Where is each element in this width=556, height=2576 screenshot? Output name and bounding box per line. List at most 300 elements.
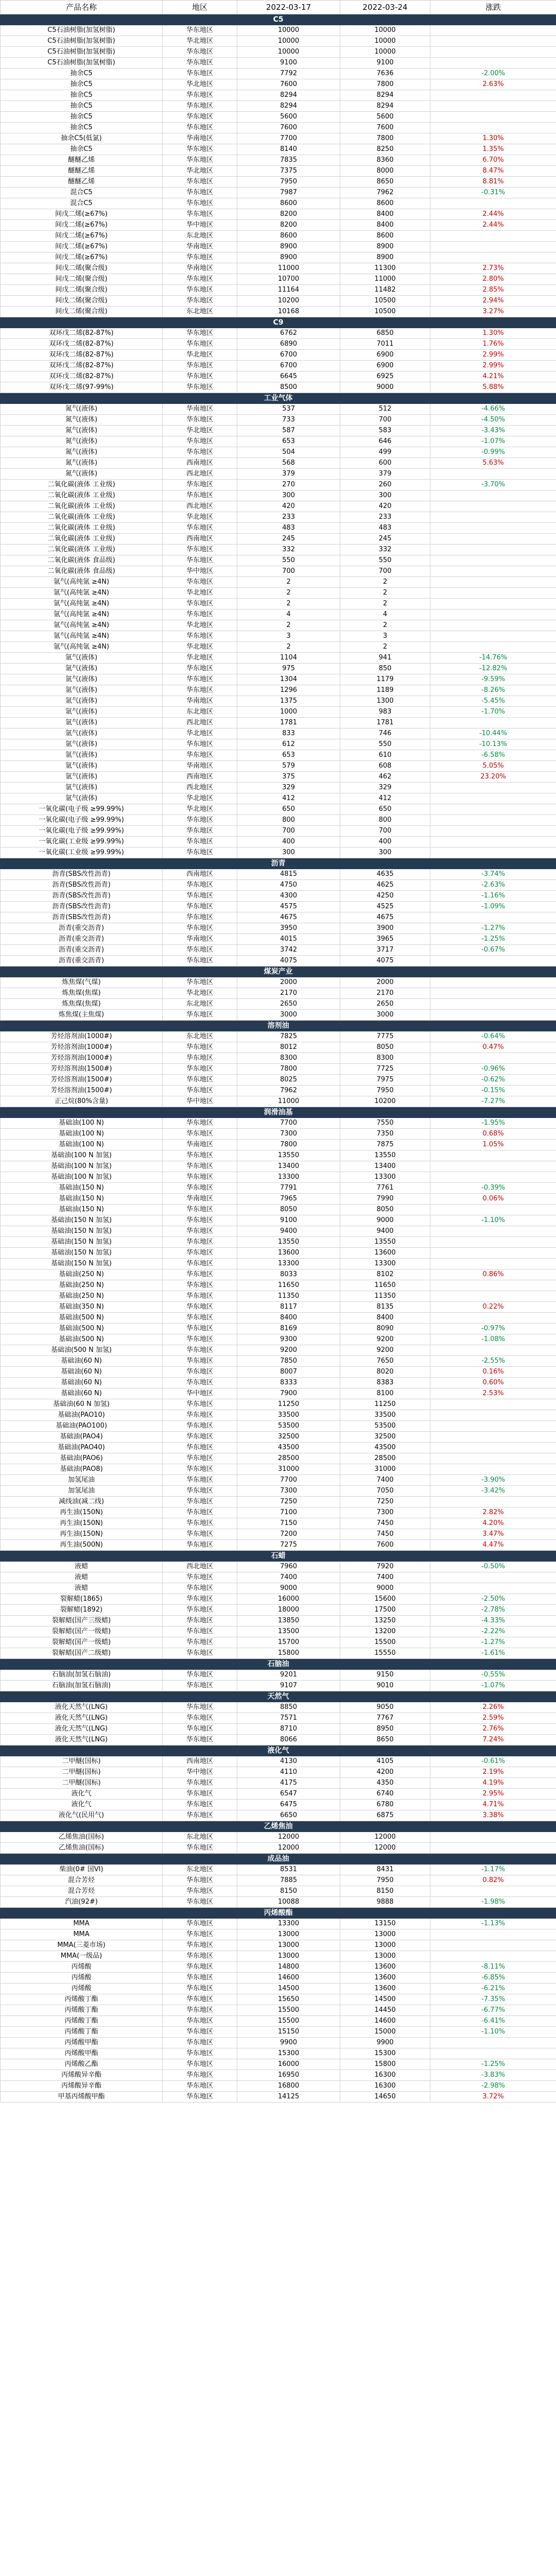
table-row	[1, 480, 556, 490]
product-name-cell: 抽余C5(低氯)	[1, 133, 163, 144]
product-name-cell: 基础油(100 N 加氢)	[1, 1161, 163, 1172]
product-name-cell: 间戊二烯(聚合级)	[1, 285, 163, 296]
price-date-1-cell: 7200	[237, 1529, 340, 1540]
region-cell: 华东地区	[163, 1399, 237, 1410]
table-row	[1, 1205, 556, 1215]
change-cell: 8.81%	[430, 177, 556, 188]
product-name-cell: 液化气(民用气)	[1, 1810, 163, 1821]
price-date-1-cell: 8007	[237, 1367, 340, 1378]
table-row	[1, 1951, 556, 1962]
region-cell: 华东地区	[163, 1378, 237, 1388]
price-date-2-cell: 6925	[340, 371, 430, 382]
price-date-1-cell: 32500	[237, 1432, 340, 1443]
region-cell: 西南地区	[163, 1756, 237, 1767]
table-row	[1, 339, 556, 350]
price-date-2-cell: 8250	[340, 144, 430, 155]
change-cell: 8.47%	[430, 166, 556, 177]
product-name-cell: 间戊二烯(聚合级)	[1, 307, 163, 317]
price-date-1-cell: 13300	[237, 1259, 340, 1269]
product-name-cell: 一氧化碳(电子级 ≥99.99%)	[1, 804, 163, 815]
region-cell: 华东地区	[163, 415, 237, 426]
header-region: 地区	[163, 1, 237, 14]
price-date-2-cell: 8135	[340, 1302, 430, 1313]
price-date-1-cell: 650	[237, 804, 340, 815]
product-name-cell: 芳烃溶剂油(1500#)	[1, 1075, 163, 1086]
price-date-1-cell: 700	[237, 826, 340, 837]
product-name-cell: 二氧化碳(液体 食品级)	[1, 555, 163, 566]
product-name-cell: 基础油(60 N)	[1, 1367, 163, 1378]
price-date-2-cell: 332	[340, 545, 430, 555]
price-date-1-cell: 1304	[237, 674, 340, 685]
product-name-cell: 氩气(液体)	[1, 761, 163, 772]
product-name-cell: 沥青(SBS改性沥青)	[1, 869, 163, 880]
product-name-cell: 丙烯酸	[1, 1962, 163, 1973]
price-date-1-cell: 10000	[237, 25, 340, 36]
product-name-cell: 基础油(150 N 加氢)	[1, 1259, 163, 1269]
price-date-2-cell: 13550	[340, 1237, 430, 1248]
region-cell: 华东地区	[163, 1161, 237, 1172]
change-cell: -12.82%	[430, 664, 556, 674]
product-name-cell: 基础油(250 N)	[1, 1291, 163, 1302]
price-date-1-cell: 8500	[237, 382, 340, 393]
price-date-1-cell: 8200	[237, 209, 340, 220]
table-row	[1, 1302, 556, 1313]
region-cell: 华东地区	[163, 1626, 237, 1637]
product-name-cell: 正己烷(80%含量)	[1, 1096, 163, 1107]
product-name-cell: 抽余C5	[1, 90, 163, 101]
change-cell: 2.82%	[430, 1507, 556, 1518]
region-cell: 东北地区	[163, 1031, 237, 1042]
region-cell: 华东地区	[163, 25, 237, 36]
change-cell	[430, 1205, 556, 1215]
price-date-2-cell: 2	[340, 599, 430, 609]
change-cell	[430, 599, 556, 609]
change-cell: -6.85%	[430, 1973, 556, 1984]
price-date-2-cell: 15800	[340, 2059, 430, 2070]
product-name-cell: 基础油(100 N)	[1, 1118, 163, 1129]
table-row	[1, 1432, 556, 1443]
change-cell	[430, 47, 556, 58]
price-date-1-cell: 653	[237, 436, 340, 447]
price-date-2-cell: 512	[340, 404, 430, 415]
table-row	[1, 772, 556, 783]
table-row	[1, 2038, 556, 2048]
product-name-cell: 氩气(液体)	[1, 653, 163, 664]
change-cell	[430, 837, 556, 848]
price-date-1-cell: 4	[237, 609, 340, 620]
region-cell: 华北地区	[163, 988, 237, 999]
change-cell: 2.44%	[430, 220, 556, 231]
product-name-cell: 液化天然气(LNG)	[1, 1724, 163, 1735]
header-product-name: 产品名称	[1, 1, 163, 14]
table-row	[1, 653, 556, 664]
price-date-1-cell: 1000	[237, 707, 340, 718]
price-date-2-cell: 1189	[340, 685, 430, 696]
table-row	[1, 1464, 556, 1475]
region-cell: 华中地区	[163, 1096, 237, 1107]
price-date-1-cell: 7700	[237, 1475, 340, 1486]
table-row	[1, 123, 556, 133]
region-cell: 华东地区	[163, 1269, 237, 1280]
table-row	[1, 1929, 556, 1940]
header-change: 涨跌	[430, 1, 556, 14]
price-date-2-cell: 3717	[340, 945, 430, 956]
price-date-2-cell: 10200	[340, 1096, 430, 1107]
product-name-cell: 二氧化碳(液体 食品级)	[1, 566, 163, 577]
table-row	[1, 1832, 556, 1843]
price-date-1-cell: 579	[237, 761, 340, 772]
change-cell: -10.44%	[430, 728, 556, 739]
price-date-1-cell: 7900	[237, 1388, 340, 1399]
price-date-1-cell: 2000	[237, 977, 340, 988]
price-date-2-cell: 9200	[340, 1345, 430, 1356]
region-cell: 东北地区	[163, 307, 237, 317]
product-name-cell: 氩气(高纯氩 ≥4N)	[1, 599, 163, 609]
change-cell	[430, 1929, 556, 1940]
product-name-cell: 丙烯酸异辛酯	[1, 2070, 163, 2081]
price-date-1-cell: 6645	[237, 371, 340, 382]
change-cell	[430, 534, 556, 545]
price-date-1-cell: 568	[237, 458, 340, 469]
price-date-2-cell: 17500	[340, 1605, 430, 1616]
table-row	[1, 1789, 556, 1800]
change-cell: -3.70%	[430, 480, 556, 490]
table-row	[1, 90, 556, 101]
table-row	[1, 1800, 556, 1810]
table-row	[1, 609, 556, 620]
table-row	[1, 956, 556, 967]
price-date-1-cell: 14600	[237, 1973, 340, 1984]
product-name-cell: 基础油(60 N)	[1, 1356, 163, 1367]
table-row	[1, 307, 556, 317]
change-cell	[430, 912, 556, 923]
category-row	[1, 14, 556, 25]
region-cell: 华东地区	[163, 58, 237, 69]
price-date-2-cell: 9150	[340, 1670, 430, 1681]
product-name-cell: 甲基丙烯酸甲酯	[1, 2092, 163, 2103]
price-date-1-cell: 7150	[237, 1518, 340, 1529]
price-date-2-cell: 11650	[340, 1280, 430, 1291]
table-row	[1, 231, 556, 242]
price-date-2-cell: 4	[340, 609, 430, 620]
product-name-cell: 氩气(液体)	[1, 783, 163, 793]
price-date-1-cell: 5600	[237, 112, 340, 123]
change-cell	[430, 588, 556, 599]
price-date-2-cell: 4675	[340, 912, 430, 923]
price-date-1-cell: 7700	[237, 1118, 340, 1129]
product-name-cell: 基础油(PAO10)	[1, 1410, 163, 1421]
change-cell	[430, 1583, 556, 1594]
price-date-1-cell: 4130	[237, 1756, 340, 1767]
price-date-2-cell: 11482	[340, 285, 430, 296]
change-cell	[430, 1497, 556, 1507]
change-cell	[430, 1345, 556, 1356]
price-date-1-cell: 379	[237, 469, 340, 480]
table-row	[1, 620, 556, 631]
price-date-2-cell: 14450	[340, 2005, 430, 2016]
region-cell: 华东地区	[163, 631, 237, 642]
price-date-1-cell: 11164	[237, 285, 340, 296]
product-name-cell: 基础油(PAO4)	[1, 1432, 163, 1443]
table-row	[1, 1031, 556, 1042]
table-row	[1, 490, 556, 501]
price-date-2-cell: 53500	[340, 1421, 430, 1432]
table-row	[1, 902, 556, 912]
price-date-1-cell: 7835	[237, 155, 340, 166]
table-row	[1, 1356, 556, 1367]
table-row	[1, 1529, 556, 1540]
price-date-2-cell: 7400	[340, 1572, 430, 1583]
price-date-2-cell: 4625	[340, 880, 430, 891]
table-row	[1, 577, 556, 588]
product-name-cell: MMA	[1, 1919, 163, 1929]
region-cell: 华东地区	[163, 339, 237, 350]
product-name-cell: 间戊二烯(聚合级)	[1, 296, 163, 307]
change-cell: -3.74%	[430, 869, 556, 880]
region-cell: 华东地区	[163, 685, 237, 696]
price-date-2-cell: 8383	[340, 1378, 430, 1388]
table-row	[1, 1507, 556, 1518]
price-date-2-cell: 7636	[340, 69, 430, 79]
price-date-1-cell: 9100	[237, 58, 340, 69]
price-date-1-cell: 7792	[237, 69, 340, 79]
price-date-1-cell: 3	[237, 631, 340, 642]
price-date-1-cell: 4575	[237, 902, 340, 912]
price-date-1-cell: 329	[237, 783, 340, 793]
change-cell: -3.90%	[430, 1475, 556, 1486]
price-date-2-cell: 13000	[340, 1929, 430, 1940]
price-date-2-cell: 245	[340, 534, 430, 545]
region-cell: 华中地区	[163, 566, 237, 577]
category-title: C5	[1, 14, 556, 25]
region-cell: 华东地区	[163, 750, 237, 761]
category-title: 天然气	[1, 1691, 556, 1702]
change-cell	[430, 1443, 556, 1453]
region-cell: 华东地区	[163, 252, 237, 263]
change-cell: -7.35%	[430, 1994, 556, 2005]
price-date-2-cell: 16300	[340, 2081, 430, 2092]
change-cell: -1.17%	[430, 1865, 556, 1875]
table-row	[1, 848, 556, 858]
product-name-cell: 基础油(350 N)	[1, 1302, 163, 1313]
change-cell: 4.20%	[430, 1518, 556, 1529]
price-date-2-cell: 15600	[340, 1594, 430, 1605]
product-name-cell: 一氧化碳(电子级 ≥99.99%)	[1, 826, 163, 837]
price-date-2-cell: 7650	[340, 1356, 430, 1367]
price-date-1-cell: 2	[237, 620, 340, 631]
price-date-2-cell: 7761	[340, 1183, 430, 1194]
table-row	[1, 166, 556, 177]
price-date-2-cell: 233	[340, 512, 430, 523]
product-name-cell: 基础油(PAO40)	[1, 1443, 163, 1453]
product-name-cell: 氮气(液体)	[1, 404, 163, 415]
region-cell: 华东地区	[163, 1183, 237, 1194]
product-name-cell: 氩气(液体)	[1, 674, 163, 685]
product-name-cell: 乙烯焦油(国标)	[1, 1843, 163, 1854]
product-name-cell: 液蜡	[1, 1583, 163, 1594]
price-date-2-cell: 420	[340, 501, 430, 512]
product-name-cell: C5石油树脂(加氢树脂)	[1, 47, 163, 58]
change-cell: 1.30%	[430, 328, 556, 339]
price-date-2-cell: 6875	[340, 1810, 430, 1821]
change-cell: -2.78%	[430, 1605, 556, 1616]
table-row	[1, 1237, 556, 1248]
region-cell: 华东地区	[163, 371, 237, 382]
price-date-2-cell: 3	[340, 631, 430, 642]
table-row	[1, 361, 556, 371]
price-date-1-cell: 7571	[237, 1713, 340, 1724]
region-cell: 华北地区	[163, 79, 237, 90]
price-date-2-cell: 12000	[340, 1832, 430, 1843]
table-row	[1, 198, 556, 209]
price-date-2-cell: 13250	[340, 1616, 430, 1626]
table-row	[1, 1540, 556, 1551]
region-cell: 华南地区	[163, 133, 237, 144]
product-name-cell: 丙烯酸丁酯	[1, 2027, 163, 2038]
price-date-1-cell: 537	[237, 404, 340, 415]
product-name-cell: 加氢尾油	[1, 1475, 163, 1486]
change-cell: -8.26%	[430, 685, 556, 696]
product-name-cell: 间戊二烯(≥67%)	[1, 242, 163, 252]
product-name-cell: 氩气(液体)	[1, 739, 163, 750]
price-date-2-cell: 850	[340, 664, 430, 674]
region-cell: 华东地区	[163, 1356, 237, 1367]
table-row	[1, 1334, 556, 1345]
price-date-2-cell: 700	[340, 566, 430, 577]
table-row	[1, 1215, 556, 1226]
region-cell: 西南地区	[163, 458, 237, 469]
change-cell	[430, 566, 556, 577]
table-row	[1, 220, 556, 231]
table-row	[1, 512, 556, 523]
price-date-1-cell: 2170	[237, 988, 340, 999]
table-row	[1, 133, 556, 144]
product-name-cell: 炼焦煤(气煤)	[1, 977, 163, 988]
price-date-2-cell: 5600	[340, 112, 430, 123]
region-cell: 华东地区	[163, 1648, 237, 1659]
table-row	[1, 1194, 556, 1205]
change-cell: -0.99%	[430, 447, 556, 458]
change-cell	[430, 490, 556, 501]
change-cell: -2.00%	[430, 69, 556, 79]
region-cell: 华南地区	[163, 696, 237, 707]
price-date-1-cell: 8710	[237, 1724, 340, 1735]
table-row	[1, 404, 556, 415]
price-date-2-cell: 7250	[340, 1497, 430, 1507]
price-date-2-cell: 2170	[340, 988, 430, 999]
price-date-1-cell: 13850	[237, 1616, 340, 1626]
category-row	[1, 1107, 556, 1118]
change-cell: 4.19%	[430, 1778, 556, 1789]
region-cell: 华东地区	[163, 555, 237, 566]
price-date-1-cell: 13000	[237, 1929, 340, 1940]
price-date-1-cell: 233	[237, 512, 340, 523]
product-name-cell: 醚醚乙烯	[1, 155, 163, 166]
price-date-2-cell: 600	[340, 458, 430, 469]
table-row	[1, 599, 556, 609]
price-date-2-cell: 4635	[340, 869, 430, 880]
table-row	[1, 2005, 556, 2016]
table-row	[1, 1583, 556, 1594]
change-cell: -0.61%	[430, 1756, 556, 1767]
category-title: 沥青	[1, 858, 556, 869]
product-name-cell: 丙烯酸	[1, 1984, 163, 1994]
product-name-cell: MMA(三菱市场)	[1, 1940, 163, 1951]
table-row	[1, 912, 556, 923]
region-cell: 华东地区	[163, 155, 237, 166]
price-date-1-cell: 700	[237, 566, 340, 577]
product-name-cell: 芳烃溶剂油(1000#)	[1, 1042, 163, 1053]
region-cell: 华东地区	[163, 1453, 237, 1464]
price-date-1-cell: 11350	[237, 1291, 340, 1302]
price-date-2-cell: 2	[340, 642, 430, 653]
price-date-1-cell: 7600	[237, 123, 340, 133]
region-cell: 华东地区	[163, 1637, 237, 1648]
price-date-2-cell: 10500	[340, 296, 430, 307]
region-cell: 华东地区	[163, 977, 237, 988]
change-cell	[430, 988, 556, 999]
product-name-cell: 双环戊二烯(82-87%)	[1, 371, 163, 382]
price-date-2-cell: 7600	[340, 123, 430, 133]
table-row	[1, 2092, 556, 2103]
region-cell: 华东地区	[163, 1421, 237, 1432]
price-date-1-cell: 8333	[237, 1378, 340, 1388]
table-row	[1, 1259, 556, 1269]
change-cell	[430, 1886, 556, 1897]
product-name-cell: 液化天然气(LNG)	[1, 1702, 163, 1713]
table-row	[1, 296, 556, 307]
table-row	[1, 1064, 556, 1075]
region-cell: 华东地区	[163, 1702, 237, 1713]
price-date-1-cell: 7962	[237, 1086, 340, 1096]
region-cell: 华东地区	[163, 1919, 237, 1929]
change-cell	[430, 523, 556, 534]
region-cell: 华东地区	[163, 674, 237, 685]
change-cell	[430, 1313, 556, 1324]
category-row	[1, 1659, 556, 1670]
region-cell: 华东地区	[163, 1226, 237, 1237]
table-row	[1, 2059, 556, 2070]
region-cell: 华东地区	[163, 1259, 237, 1269]
price-date-2-cell: 15000	[340, 2027, 430, 2038]
region-cell: 华东地区	[163, 1529, 237, 1540]
price-date-1-cell: 8150	[237, 1886, 340, 1897]
price-date-2-cell: 608	[340, 761, 430, 772]
price-date-2-cell: 8900	[340, 252, 430, 263]
table-row	[1, 1410, 556, 1421]
price-date-1-cell: 8140	[237, 144, 340, 155]
change-cell	[430, 718, 556, 728]
product-name-cell: 丙烯酸	[1, 1973, 163, 1984]
region-cell: 西南地区	[163, 772, 237, 783]
price-date-2-cell: 6780	[340, 1800, 430, 1810]
price-date-1-cell: 8294	[237, 90, 340, 101]
change-cell	[430, 512, 556, 523]
change-cell	[430, 1951, 556, 1962]
price-date-2-cell: 11000	[340, 274, 430, 285]
change-cell	[430, 1237, 556, 1248]
price-date-2-cell: 7962	[340, 188, 430, 198]
region-cell: 华南地区	[163, 1194, 237, 1205]
product-name-cell: 基础油(500 N)	[1, 1334, 163, 1345]
category-title: 丙烯酸酯	[1, 1908, 556, 1919]
price-date-2-cell: 13150	[340, 1919, 430, 1929]
change-cell: 0.47%	[430, 1042, 556, 1053]
change-cell	[430, 90, 556, 101]
price-date-1-cell: 13550	[237, 1150, 340, 1161]
price-date-1-cell: 15500	[237, 2016, 340, 2027]
price-date-1-cell: 6700	[237, 350, 340, 361]
